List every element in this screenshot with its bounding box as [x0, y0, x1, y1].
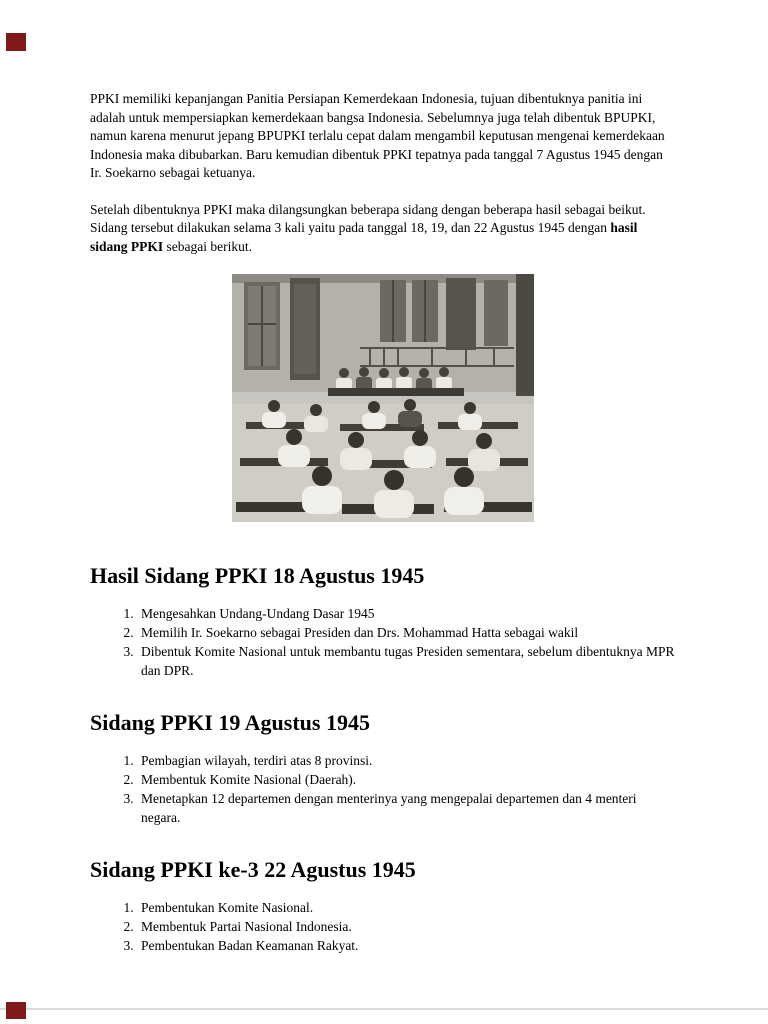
section-list-1 — [90, 604, 676, 680]
list-item: 2. Memilih Ir. Soekarno sebagai Presiden dan Drs. Mohammad Hatta sebagai wakil — [137, 623, 676, 642]
list-item: 3. Pembentukan Badan Keamanan Rakyat. — [137, 936, 676, 955]
section-list-3 — [90, 898, 676, 955]
list-item: 2. Membentuk Komite Nasional (Daerah). — [137, 770, 676, 789]
section-heading-3: Sidang PPKI ke-3 22 Agustus 1945 — [90, 857, 416, 882]
second-paragraph — [90, 201, 676, 257]
list-item: 2. Membentuk Partai Nasional Indonesia. — [137, 917, 676, 936]
red-corner-mark-top — [6, 33, 26, 51]
second-paragraph-part1: Setelah dibentuknya PPKI maka dilangsungkan beberapa sidang dengan beberapa hasil sebagai beikut. Sidang tersebut dilakukan selama 3 kali yaitu pada tanggal 18, 19, dan 22 Agustus 1945 dengan — [90, 201, 646, 235]
intro-paragraph: PPKI memiliki kepanjangan Panitia Persiapan Kemerdekaan Indonesia, tujuan dibentuknya panitia ini adalah untuk mempersiapkan kemerdekaan bangsa Indonesia. Sebelumnya juga telah dibentuk BPUPKI, namun karena menurut jepang BPUPKI terlalu cepat dalam mengambil keputusan mengenai kemerdekaan Indonesia maka dibubarkan. Baru kemudian dibentuk PPKI tepatnya pada tanggal 7 Agustus 1945 dengan Ir. Soekarno sebagai ketuanya. — [90, 91, 665, 180]
list-item: 1. Pembagian wilayah, terdiri atas 8 provinsi. — [137, 751, 676, 770]
list-item: 1. Mengesahkan Undang-Undang Dasar 1945 — [137, 604, 676, 623]
meeting-photo — [232, 274, 534, 522]
meeting-photo-illustration — [232, 274, 534, 522]
list-item: 1. Pembentukan Komite Nasional. — [137, 898, 676, 917]
section-heading-2: Sidang PPKI 19 Agustus 1945 — [90, 710, 370, 735]
red-corner-mark-bottom — [6, 1002, 26, 1019]
section-list-2 — [90, 751, 676, 827]
second-paragraph-part2: sebagai berikut. — [163, 238, 253, 254]
footer-rule — [0, 1008, 768, 1010]
section-heading-1: Hasil Sidang PPKI 18 Agustus 1945 — [90, 563, 425, 588]
list-item: 3. Dibentuk Komite Nasional untuk membantu tugas Presiden sementara, sebelum dibentuknya MPR dan DPR. — [137, 642, 676, 680]
second-paragraph-bold: hasil sidang PPKI — [90, 220, 638, 254]
photo-container — [90, 274, 676, 527]
list-item: 3. Menetapkan 12 departemen dengan menterinya yang mengepalai departemen dan 4 menteri negara. — [137, 789, 676, 827]
